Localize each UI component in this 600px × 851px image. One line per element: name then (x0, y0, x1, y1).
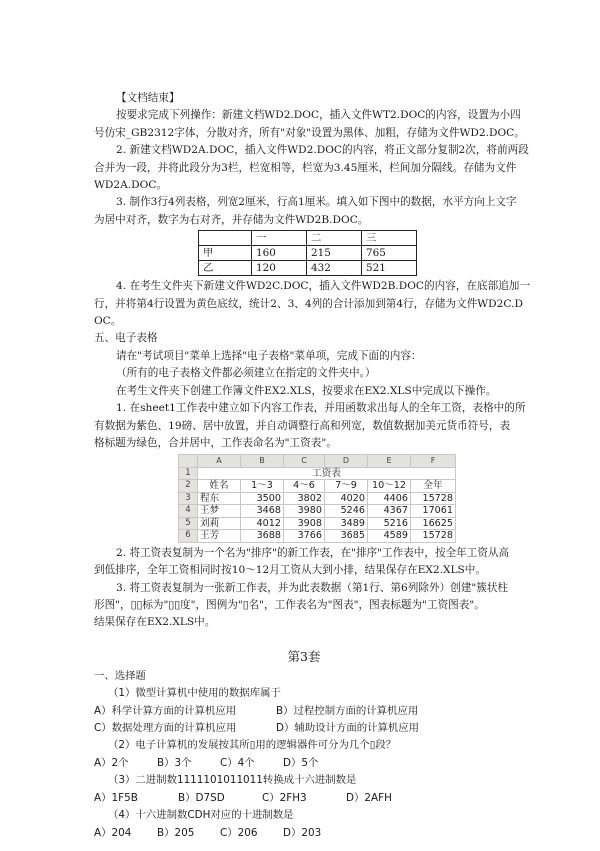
sheet-header-cell: 姓名 (198, 480, 241, 493)
row-number: 4 (179, 505, 198, 518)
question-2-options (94, 755, 514, 772)
row-number: 2 (179, 480, 198, 493)
sheet-cell: 15728 (411, 492, 456, 505)
table-cell: 乙 (199, 261, 252, 276)
option: C）2FH3 (262, 791, 307, 804)
option: A）科学计算方面的计算机应用 (94, 704, 237, 717)
sheet-row (179, 480, 456, 493)
column-header: F (411, 455, 456, 468)
sheet-cell: 5216 (368, 517, 411, 530)
sheet-cell: 16625 (411, 517, 456, 530)
table-cell: 765 (362, 246, 417, 261)
option: B）3个 (157, 756, 192, 769)
table-cell: 三 (362, 231, 417, 246)
option: D）辅助设计方面的计算机应用 (276, 722, 420, 735)
sheet-cell: 15728 (411, 530, 456, 543)
document-page (94, 90, 530, 842)
table-cell: 甲 (199, 246, 252, 261)
excel-task1-line-2: 有数据为紫色、19磅、居中放置，并自动调整行高和列宽，数值数据加美元货币符号，表 (94, 419, 511, 432)
sheet-header-cell: 10～12 (368, 480, 411, 493)
set3-title: 第3套 (287, 648, 321, 664)
doc-end-marker: 【文档结束】 (116, 92, 180, 104)
sheet-header-cell: 1～3 (241, 480, 284, 493)
question-1-options-row-2 (94, 720, 514, 737)
excel-task3-line-2: 形图"，▯▯标为"▯▯度"，图例为"▯名"，工作表名为"图表"，图表标题为"工资图表"。 (94, 599, 485, 612)
sheet-cell: 4020 (325, 492, 368, 505)
sheet-header-cell: 4～6 (284, 480, 325, 493)
sheet-cell: 3685 (325, 530, 368, 543)
column-header: E (368, 455, 411, 468)
spreadsheet-image (178, 454, 456, 543)
table-cell: 二 (307, 231, 362, 246)
word-task4-line-1: 4. 在考生文件夹下新建文件WD2C.DOC，插入文件WD2B.DOC的内容，在底部追加一 (116, 280, 530, 293)
sheet-cell: 3688 (241, 530, 284, 543)
section5-note: （所有的电子表格文件都必须建立在指定的文件夹中。） (116, 367, 376, 380)
sheet-row (179, 517, 456, 530)
sheet-header-cell: 全年 (411, 480, 456, 493)
excel-task2-line-2: 到低排序，全年工资相同时按10～12月工资从大到小排，结果保存在EX2.XLS中。 (94, 564, 486, 577)
word-task4-line-2: 行，并将第4行设置为黄色底纹，统计2、3、4列的合计添加到第4行，存储为文件WD2C.D (94, 297, 524, 310)
sheet-cell: 3908 (284, 517, 325, 530)
sheet-cell: 4012 (241, 517, 284, 530)
row-number: 5 (179, 517, 198, 530)
question-4: （4）十六进制数CDH对应的十进制数是 (108, 809, 294, 822)
column-header-row (179, 455, 456, 468)
sheet-cell: 5246 (325, 505, 368, 518)
sheet-cell: 3500 (241, 492, 284, 505)
option: C）4个 (220, 756, 255, 769)
sheet-cell: 王芳 (198, 530, 241, 543)
word-task4-line-3: OC。 (94, 315, 122, 328)
table-row (199, 246, 417, 261)
row-number: 1 (179, 467, 198, 480)
choice-section-title: 一、选择题 (94, 669, 146, 682)
table-cell: 160 (252, 246, 307, 261)
question-2: （2）电子计算机的发展按其所▯用的逻辑器件可分为几个▯段？ (108, 739, 397, 752)
word-task3-line-2: 为居中对齐，数字为右对齐，并存储为文件WD2B.DOC。 (94, 213, 369, 226)
table-cell: 一 (252, 231, 307, 246)
option: C）206 (220, 826, 258, 839)
word-task2-line-2: 合并为一段，并将此段分为3栏，栏宽相等，栏宽为3.45厘米，栏间加分隔线。存储为文件 (94, 161, 517, 174)
table-cell: 120 (252, 261, 307, 276)
question-1-options-row-1 (94, 703, 514, 720)
sheet-cell: 3468 (241, 505, 284, 518)
sheet-title-cell: 工资表 (198, 467, 456, 480)
excel-task3-line-3: 结果保存在EX2.XLS中。 (94, 616, 216, 629)
sheet-cell: 王梦 (198, 505, 241, 518)
question-3: （3）二进制数1111101011011转换成十六进制数是 (108, 774, 357, 787)
word-sample-table (198, 230, 417, 276)
sheet-cell: 3489 (325, 517, 368, 530)
option: C）数据处理方面的计算机应用 (94, 722, 237, 735)
option: A）204 (94, 826, 132, 839)
table-cell: 215 (307, 246, 362, 261)
section5-create: 在考生文件夹下创建工作簿文件EX2.XLS，按要求在EX2.XLS中完成以下操作。 (116, 384, 497, 397)
word-intro-line-1: 按要求完成下列操作：新建文档WD2.DOC，插入文件WT2.DOC的内容，设置为小四 (116, 109, 521, 122)
option: A）2个 (94, 756, 129, 769)
option: B）过程控制方面的计算机应用 (276, 704, 419, 717)
sheet-row (179, 505, 456, 518)
option: D）203 (283, 826, 322, 839)
sheet-row (179, 530, 456, 543)
excel-task2-line-1: 2. 将工资表复制为一个名为"排序"的新工作表，在"排序"工作表中，按全年工资从高 (116, 546, 510, 559)
corner-cell (179, 455, 198, 468)
excel-task3-line-1: 3. 将工资表复制为一张新工作表，并为此表数据（第1行、第6列除外）创建"簇状柱 (116, 581, 509, 594)
table-cell: 521 (362, 261, 417, 276)
option: D）5个 (283, 756, 319, 769)
table-row (199, 261, 417, 276)
sheet-row (179, 492, 456, 505)
sheet-cell: 17061 (411, 505, 456, 518)
question-3-options (94, 790, 514, 807)
word-task2-line-3: WD2A.DOC。 (94, 179, 168, 192)
sheet-cell: 3766 (284, 530, 325, 543)
sheet-cell: 刘莉 (198, 517, 241, 530)
excel-task1-line-3: 格标题为绿色，合并居中，工作表命名为"工资表"。 (94, 436, 337, 449)
section5-intro: 请在"考试项目"菜单上选择"电子表格"菜单项，完成下面的内容： (116, 349, 422, 362)
section5-title: 五、电子表格 (94, 332, 158, 345)
table-header-row (199, 231, 417, 246)
word-task3-line-1: 3. 制作3行4列表格，列宽2厘米，行高1厘米。填入如下图中的数据，水平方向上文字 (116, 196, 517, 209)
table-cell (199, 231, 252, 246)
table-cell: 432 (307, 261, 362, 276)
excel-task1-line-1: 1. 在sheet1工作表中建立如下内容工作表，并用函数求出每人的全年工资，表格中的所 (116, 402, 526, 415)
row-number: 3 (179, 492, 198, 505)
column-header: A (198, 455, 241, 468)
column-header: C (284, 455, 325, 468)
word-intro-line-2: 号仿宋_GB2312字体，分散对齐，所有"对象"设置为黑体、加粗，存储为文件WD2.DOC。 (94, 126, 525, 139)
row-number: 6 (179, 530, 198, 543)
word-task2-line-1: 2. 新建文档WD2A.DOC，插入文件WD2.DOC的内容，将正文部分复制2次，将前两段 (116, 144, 529, 157)
option: B）D7SD (178, 791, 225, 804)
sheet-cell: 4406 (368, 492, 411, 505)
sheet-header-cell: 7～9 (325, 480, 368, 493)
sheet-cell: 4367 (368, 505, 411, 518)
column-header: B (241, 455, 284, 468)
option: A）1F5B (94, 791, 138, 804)
option: D）2AFH (346, 791, 392, 804)
sheet-cell: 3802 (284, 492, 325, 505)
question-1: （1）微型计算机中使用的数据库属于 (108, 687, 281, 700)
question-4-options (94, 825, 514, 842)
sheet-cell: 程东 (198, 492, 241, 505)
column-header: D (325, 455, 368, 468)
sheet-row (179, 467, 456, 480)
option: B）205 (157, 826, 195, 839)
sheet-cell: 3980 (284, 505, 325, 518)
sheet-cell: 4589 (368, 530, 411, 543)
